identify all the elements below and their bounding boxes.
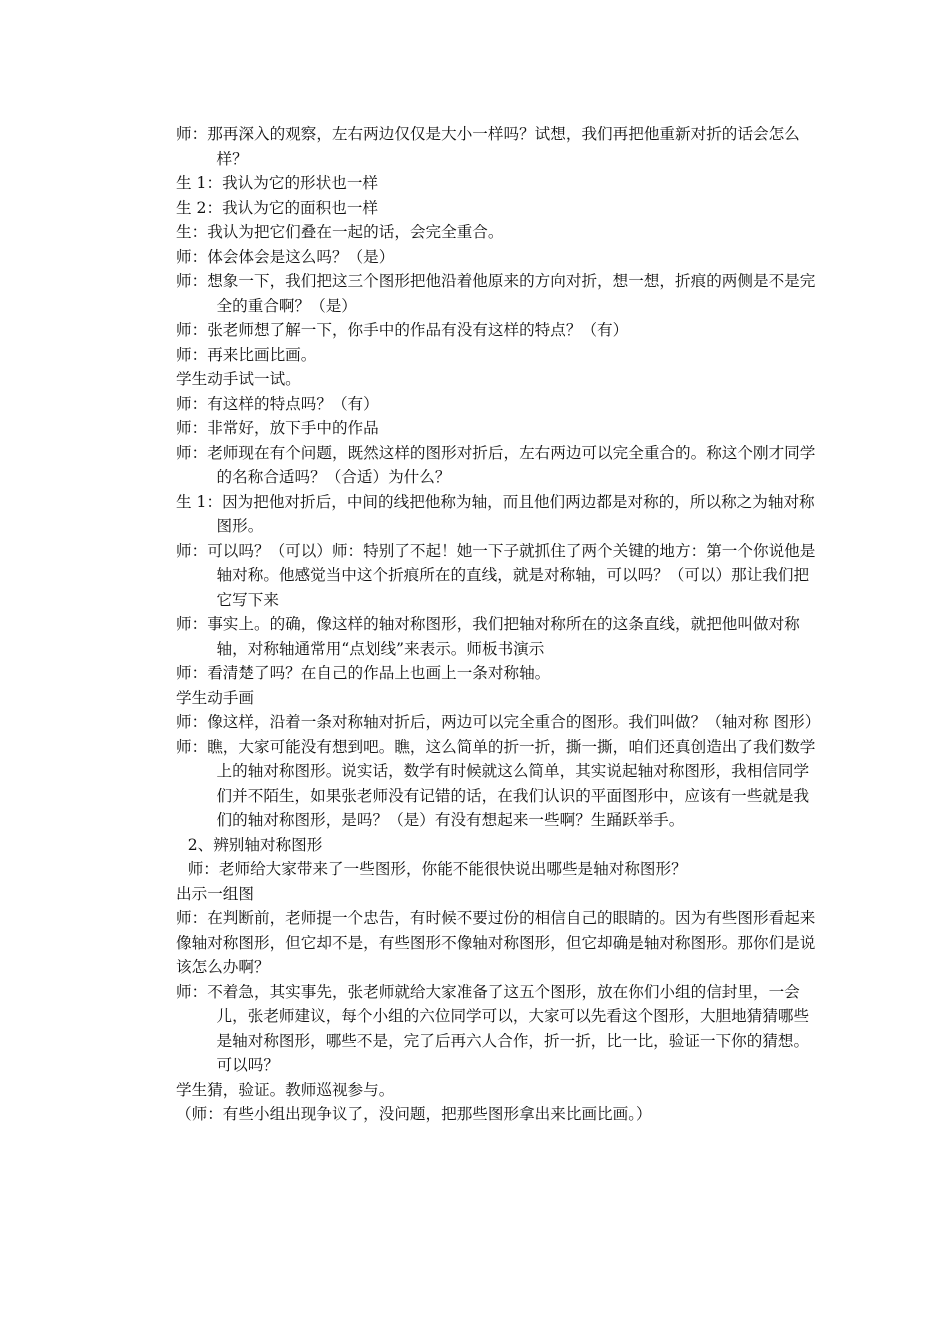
- dialogue-line: 生 2：我认为它的面积也一样: [176, 198, 379, 217]
- dialogue-line: 师：不着急，其实事先，张老师就给大家准备了这五个图形，放在你们小组的信封里，一会儿，张老师建议，每个小组的六位同学可以，大家可以先看这个图形，大胆地猜猜哪些是轴对称图形，哪些不是，完了后再六人合作，折一折，比一比，验证一下你的猜想。可以吗？: [176, 982, 810, 1074]
- dialogue-line: 师：看清楚了吗？在自己的作品上也画上一条对称轴。: [176, 664, 551, 682]
- section-heading: 2、辨别轴对称图形: [187, 835, 323, 854]
- dialogue-line: 师：非常好，放下手中的作品: [176, 419, 379, 437]
- dialogue-line: 师：事实上。的确，像这样的轴对称图形，我们把轴对称所在的这条直线，就把他叫做对称轴，对称轴通常用“点划线”来表示。师板书演示: [176, 615, 800, 658]
- dialogue-line: （师：有些小组出现争议了，没问题，把那些图形拿出来比画比画。）: [176, 1105, 652, 1123]
- stage-direction: 学生猜，验证。教师巡视参与。: [176, 1080, 395, 1099]
- dialogue-line: 师：有这样的特点吗？（有）: [176, 394, 379, 413]
- stage-direction: 学生动手画: [176, 688, 254, 707]
- dialogue-line: 师：再来比画比画。: [176, 345, 317, 364]
- dialogue-line: 师：老师现在有个问题，既然这样的图形对折后，左右两边可以完全重合的。称这个刚才同学的名称合适吗？（合适）为什么？: [176, 443, 816, 486]
- dialogue-line: 生 1：因为把他对折后，中间的线把他称为轴，而且他们两边都是对称的，所以称之为轴对称图形。: [176, 492, 815, 535]
- dialogue-line: 师：瞧，大家可能没有想到吧。瞧，这么简单的折一折，撕一撕，咱们还真创造出了我们数学上的轴对称图形。说实话，数学有时候就这么简单，其实说起轴对称图形，我相信同学们并不陌生，如果张老师没有记错的话，在我们认识的平面图形中，应该有一些就是我们的轴对称图形，是吗？（是）有没有想起来一些啊？生踊跃举手。: [176, 737, 816, 829]
- document-body: [176, 122, 821, 1127]
- dialogue-line: 师：可以吗？（可以）师：特别了不起！她一下子就抓住了两个关键的地方：第一个你说他是轴对称。他感觉当中这个折痕所在的直线，就是对称轴，可以吗？（可以）那让我们把它写下来: [176, 541, 816, 609]
- dialogue-line: 师：像这样，沿着一条对称轴对折后，两边可以完全重合的图形。我们叫做？（轴对称 图形）: [176, 713, 821, 731]
- dialogue-line: 师：那再深入的观察，左右两边仅仅是大小一样吗？试想，我们再把他重新对折的话会怎么样？: [176, 125, 800, 168]
- dialogue-line: 生：我认为把它们叠在一起的话，会完全重合。: [176, 223, 504, 241]
- dialogue-line: 师：老师给大家带来了一些图形，你能不能很快说出哪些是轴对称图形？: [187, 860, 687, 878]
- stage-direction: 出示一组图: [176, 884, 254, 903]
- dialogue-line: 生 1：我认为它的形状也一样: [176, 174, 379, 192]
- dialogue-line: 师：在判断前，老师提一个忠告，有时候不要过份的相信自己的眼睛的。因为有些图形看起来像轴对称图形，但它却不是，有些图形不像轴对称图形，但它却确是轴对称图形。那你们是说该怎么办啊？: [176, 909, 816, 976]
- dialogue-line: 师：体会体会是这么吗？（是）: [176, 247, 395, 266]
- dialogue-line: 师：想象一下，我们把这三个图形把他沿着他原来的方向对折，想一想，折痕的两侧是不是完全的重合啊？（是）: [176, 272, 816, 315]
- stage-direction: 学生动手试一试。: [176, 370, 301, 388]
- dialogue-line: 师：张老师想了解一下，你手中的作品有没有这样的特点？（有）: [176, 321, 629, 339]
